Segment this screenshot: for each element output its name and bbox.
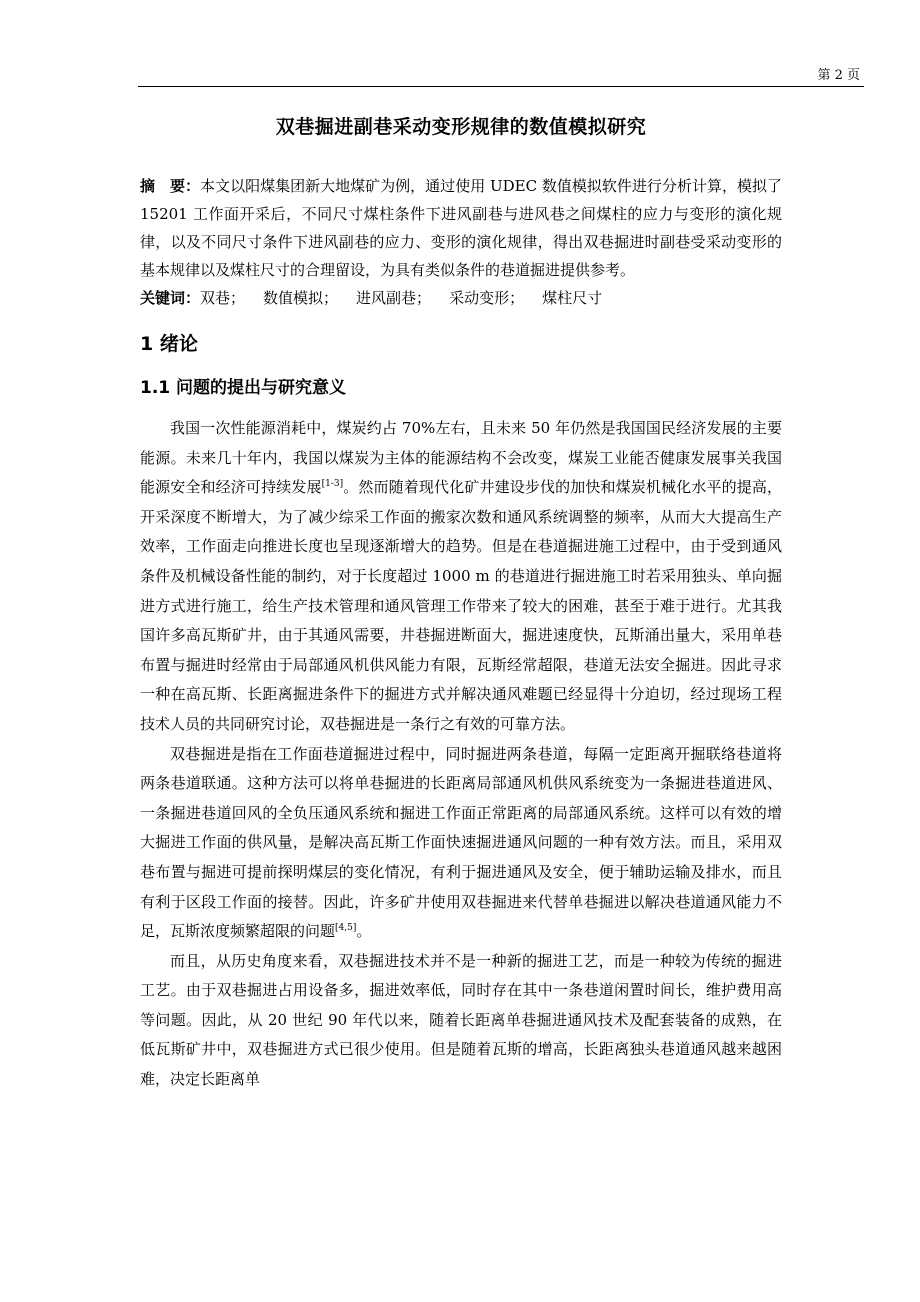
section-heading-1: 1 绪论: [140, 333, 198, 355]
page-header: [138, 60, 864, 87]
section-heading-1-1: 1.1 问题的提出与研究意义: [140, 378, 347, 398]
abstract-label: 摘 要：: [140, 177, 201, 195]
keywords-label: 关键词：: [140, 289, 201, 307]
paragraph-text: 。然而随着现代化矿井建设步伐的加快和煤炭机械化水平的提高，开采深度不断增大，为了减少综采工作面的搬家次数和通风系统调整的频率，从而大大提高生产效率，工作面走向推进长度也呈现逐渐增大的趋势。但是在巷道掘进施工过程中，由于受到通风条件及机械设备性能的制约，对于长度超过 1000 m 的巷道进行掘进施工时若采用独头、单向掘进方式进行施工，给生产技术管理和通风管理工作带来了较大的困难，甚至于难于进行。尤其我国许多高瓦斯矿井，由于其通风需要，井巷掘进断面大，掘进速度快，瓦斯涌出量大，采用单巷布置与掘进时经常由于局部通风机供风能力有限，瓦斯经常超限，巷道无法安全掘进。因此寻求一种在高瓦斯、长距离掘进条件下的掘进方式并解决通风难题已经显得十分迫切，经过现场工程技术人员的共同研究讨论，双巷掘进是一条行之有效的可靠方法。: [140, 478, 782, 733]
abstract: [140, 172, 782, 284]
paragraph-text: 。: [356, 922, 372, 941]
body-paragraph-2: [140, 740, 782, 947]
page-number: 第 2 页: [817, 68, 860, 83]
citation-ref: [1-3]: [321, 479, 344, 490]
keyword-item: 数值模拟；: [263, 289, 339, 307]
body-paragraph-3: 而且，从历史角度来看，双巷掘进技术并不是一种新的掘进工艺，而是一种较为传统的掘进工艺。由于双巷掘进占用设备多，掘进效率低，同时存在其中一条巷道闲置时间长，维护费用高等问题。因此，从 20 世纪 90 年代以来，随着长距离单巷掘进通风技术及配套装备的成熟，在低瓦斯矿井中，双巷掘进方式已很少使用。但是随着瓦斯的增高，长距离独头巷道通风越来越困难，决定长距离单: [140, 951, 782, 1089]
document-body: [140, 112, 782, 1095]
keyword-item: 煤柱尺寸: [542, 289, 603, 307]
keyword-item: 双巷；: [200, 289, 246, 307]
abstract-text: 本文以阳煤集团新大地煤矿为例，通过使用 UDEC 数值模拟软件进行分析计算，模拟了 15201 工作面开采后，不同尺寸煤柱条件下进风副巷与进风巷之间煤柱的应力与变形的演化规律，以及不同尺寸条件下进风副巷的应力、变形的演化规律，得出双巷掘进时副巷受采动变形的基本规律以及煤柱尺寸的合理留设，为具有类似条件的巷道掘进提供参考。: [140, 177, 782, 279]
paragraph-text: 我国一次性能源消耗中，煤炭约占 70%左右，且未来 50 年仍然是我国国民经济发展的主要能源。未来几十年内，我国以煤炭为主体的能源结构不会改变，煤炭工业能否健康发展事关我国能源安全和经济可持续发展: [140, 419, 782, 497]
keywords: [140, 284, 782, 312]
citation-ref: [4,5]: [335, 923, 357, 934]
keyword-item: 进风副巷；: [356, 289, 432, 307]
keyword-item: 采动变形；: [449, 289, 525, 307]
paper-title: 双巷掘进副巷采动变形规律的数值模拟研究: [275, 116, 647, 138]
paragraph-text: 双巷掘进是指在工作面巷道掘进过程中，同时掘进两条巷道，每隔一定距离开掘联络巷道将两条巷道联通。这种方法可以将单巷掘进的长距离局部通风机供风系统变为一条掘进巷道进风、一条掘进巷道回风的全负压通风系统和掘进工作面正常距离的局部通风系统。这样可以有效的增大掘进工作面的供风量，是解决高瓦斯工作面快速掘进通风问题的一种有效方法。而且，采用双巷布置与掘进可提前探明煤层的变化情况，有利于掘进通风及安全，便于辅助运输及排水，而且有利于区段工作面的接替。因此，许多矿井使用双巷掘进来代替单巷掘进以解决巷道通风能力不足，瓦斯浓度频繁超限的问题: [140, 744, 782, 941]
body-paragraph-1: [140, 414, 782, 740]
